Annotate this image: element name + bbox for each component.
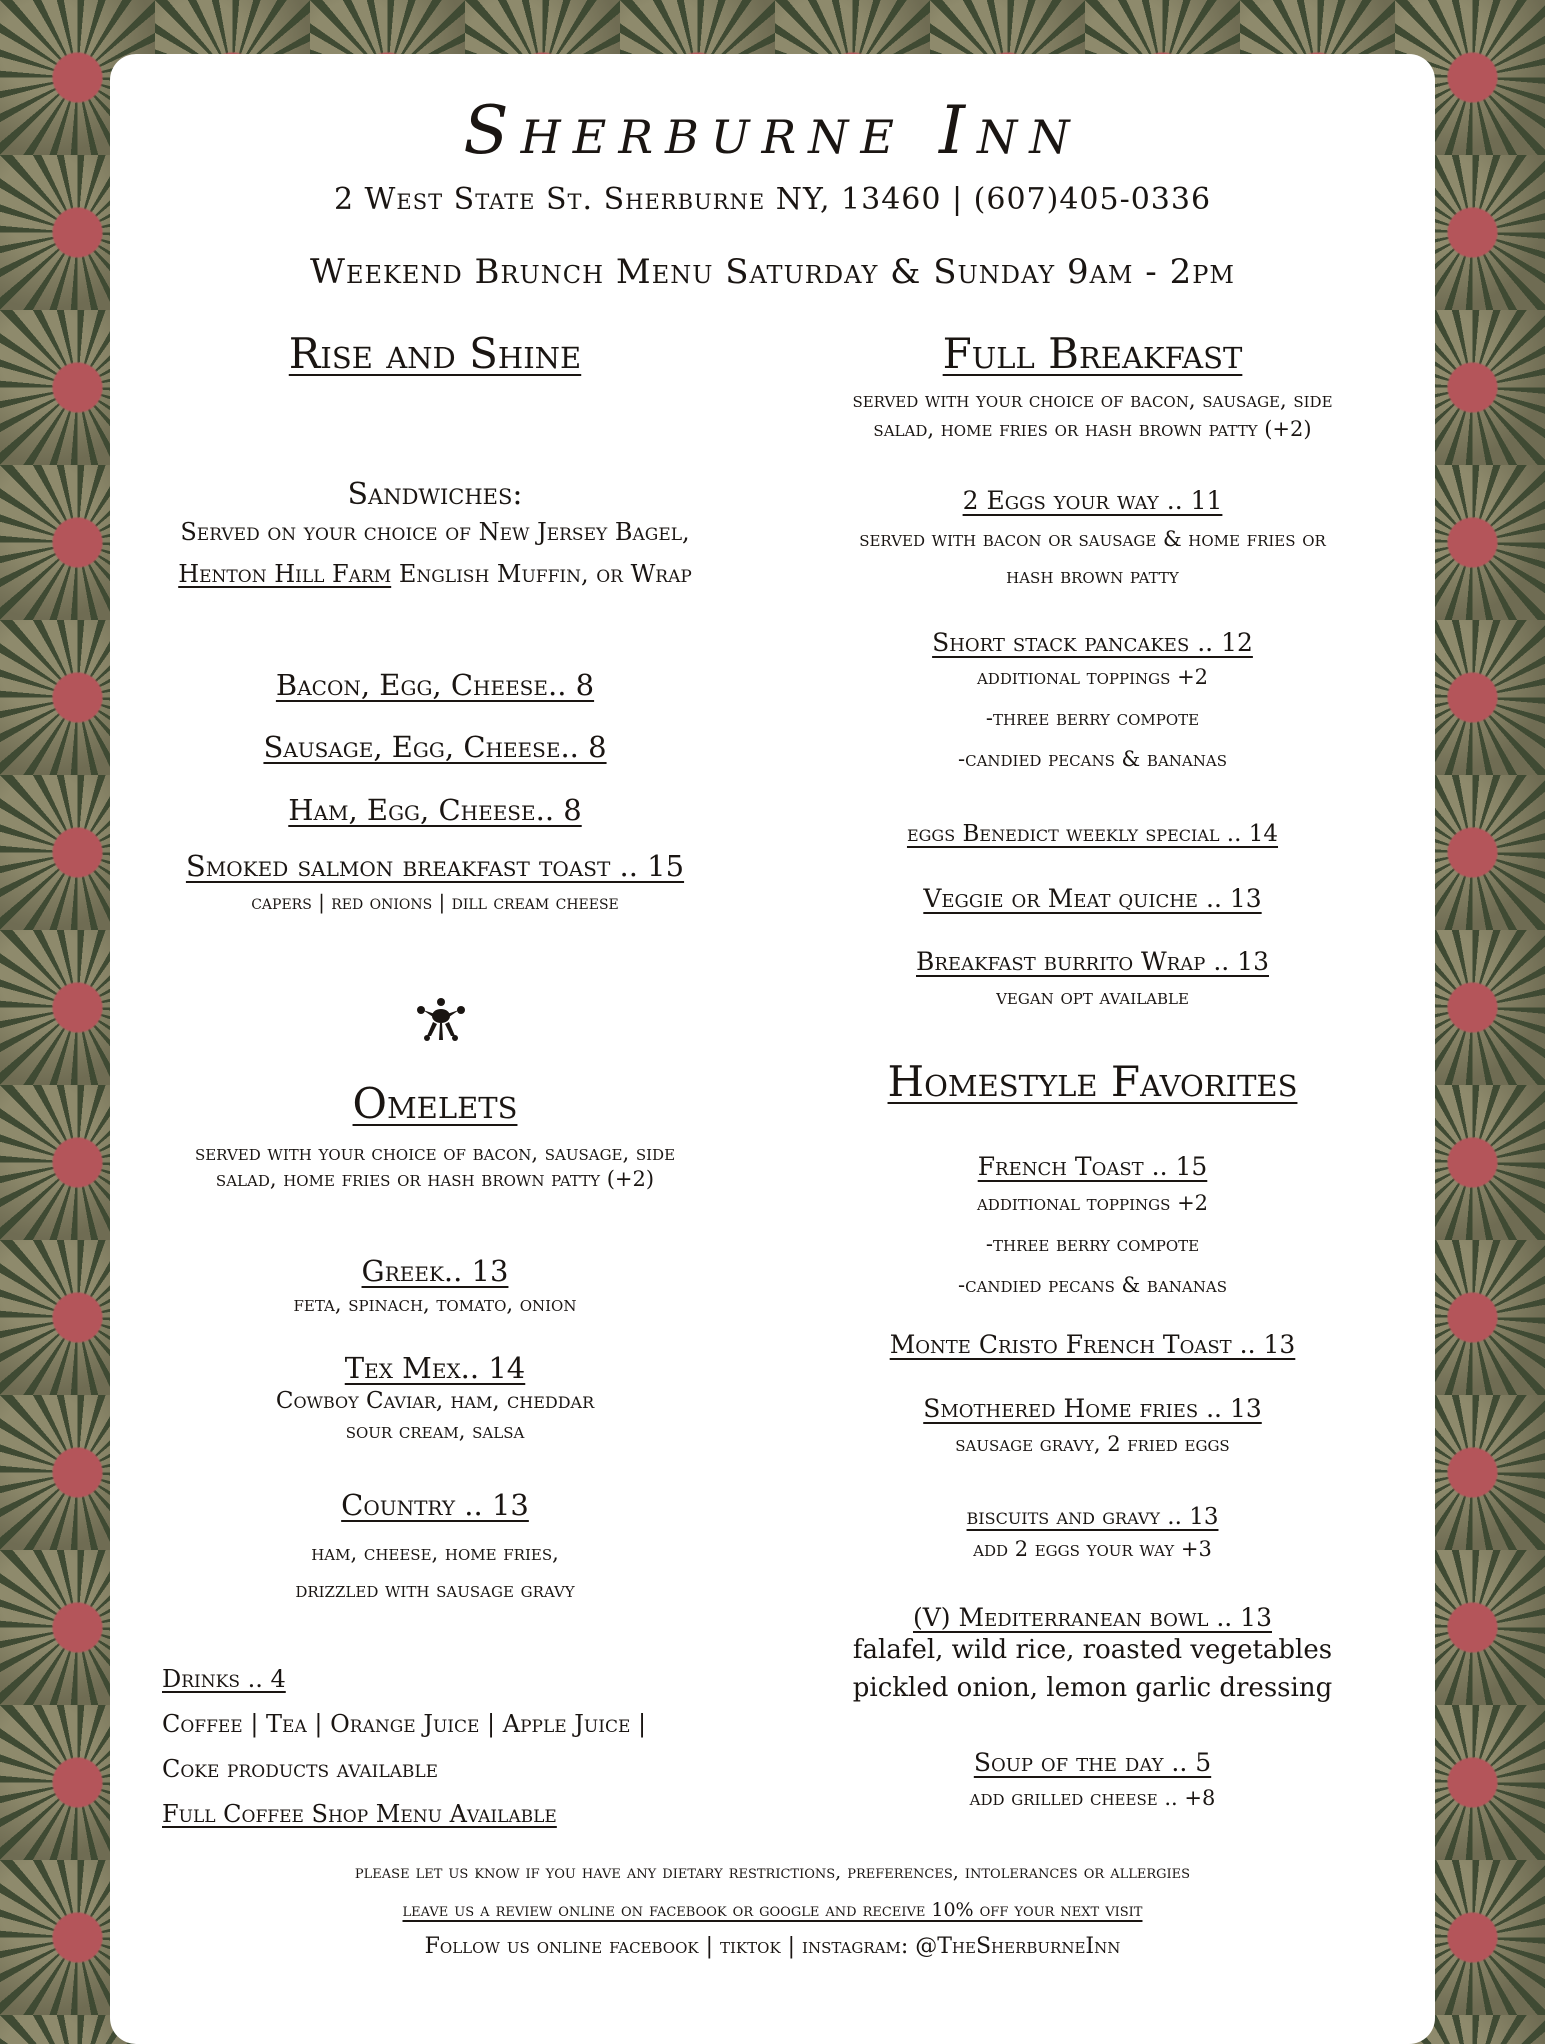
menu-item-desc: pickled onion, lemon garlic dressing	[852, 1672, 1333, 1703]
omelets-section	[140, 1079, 730, 1193]
menu-item-desc: add 2 eggs your way +3	[973, 1537, 1212, 1561]
omelets-desc-2: salad, home fries or hash brown patty (+2)	[215, 1167, 655, 1192]
full-breakfast-desc-2: salad, home fries or hash brown patty (+2)	[873, 417, 1312, 442]
menu-item-desc: additional toppings +2	[976, 665, 1209, 689]
sandwiches-desc-2	[140, 560, 730, 588]
section-title-full-breakfast: Full Breakfast	[942, 329, 1243, 378]
menu-item-desc: -three berry compote	[985, 1231, 1200, 1256]
menu-item-name: Bacon, Egg, Cheese.. 8	[275, 668, 595, 702]
menu-item-desc: vegan opt available	[996, 985, 1189, 1009]
menu-item-name: Sausage, Egg, Cheese.. 8	[263, 730, 607, 764]
menu-item	[780, 628, 1405, 780]
menu-item-name: Soup of the day .. 5	[973, 1748, 1212, 1777]
menu-item	[780, 821, 1405, 847]
menu-item	[140, 1488, 730, 1608]
menu-item-desc: sausage gravy, 2 fried eggs	[955, 1432, 1230, 1456]
menu-item	[780, 884, 1405, 913]
menu-item-desc: drizzled with sausage gravy	[295, 1578, 575, 1602]
menu-item	[140, 1351, 730, 1447]
menu-item	[780, 1152, 1405, 1306]
flourish-ornament-icon	[413, 992, 469, 1044]
menu-item-name: Monte Cristo French Toast .. 13	[889, 1330, 1296, 1359]
menu-item	[780, 1330, 1405, 1359]
menu-item-desc: add grilled cheese .. +8	[969, 1786, 1216, 1810]
menu-item-name: French Toast .. 15	[977, 1152, 1208, 1181]
menu-item-desc: sour cream, salsa	[345, 1419, 525, 1444]
menu-item-name: Country .. 13	[341, 1488, 529, 1522]
menu-item-desc: capers | red onions | dill cream cheese	[251, 890, 619, 914]
menu-item-name: Smothered Home fries .. 13	[923, 1394, 1262, 1423]
section-title-rise-and-shine: Rise and Shine	[288, 329, 582, 378]
restaurant-name: Sherburne Inn	[463, 92, 1082, 169]
menu-item-desc: falafel, wild rice, roasted vegetables	[852, 1635, 1333, 1665]
menu-item-desc: feta, spinach, tomato, onion	[293, 1292, 577, 1316]
menu-item-name: Breakfast burrito Wrap .. 13	[916, 947, 1269, 976]
menu-item-desc: ham, cheese, home fries,	[311, 1541, 559, 1565]
drinks-heading: Drinks .. 4	[162, 1665, 286, 1693]
drinks-line-1: Coffee | Tea | Orange Juice | Apple Juice |	[162, 1710, 647, 1738]
drinks-line-2: Coke products available	[162, 1755, 439, 1783]
homestyle-section	[780, 1057, 1405, 1106]
menu-item-name: Tex Mex.. 14	[344, 1351, 526, 1385]
menu-item-name: Short stack pancakes .. 12	[932, 628, 1253, 657]
menu-item-desc: Cowboy Caviar, ham, cheddar	[275, 1388, 595, 1414]
sandwiches-heading: Sandwiches:	[347, 477, 523, 512]
menu-item	[780, 1504, 1405, 1570]
omelets-desc-1: served with your choice of bacon, sausage, side	[194, 1141, 676, 1165]
henton-hill-farm-link: Henton Hill Farm	[178, 560, 392, 588]
menu-item	[780, 1394, 1405, 1465]
menu-item-desc: hash brown patty	[1006, 563, 1179, 588]
section-title-omelets: Omelets	[352, 1079, 518, 1128]
menu-item-desc: additional toppings +2	[976, 1191, 1209, 1215]
menu-item-name: (V) Mediterranean bowl .. 13	[913, 1603, 1272, 1632]
menu-item	[780, 486, 1405, 594]
menu-item-name: Ham, Egg, Cheese.. 8	[288, 793, 582, 827]
sandwiches-block	[140, 477, 730, 588]
menu-item-desc: -three berry compote	[985, 705, 1200, 730]
sandwiches-desc-2-rest: English Muffin, or Wrap	[391, 560, 692, 588]
menu-item-name: Greek.. 13	[361, 1254, 509, 1288]
sandwiches-desc-1: Served on your choice of New Jersey Bagel,	[180, 518, 690, 546]
dietary-notice: please let us know if you have any dietary restrictions, preferences, intolerances or allergies	[354, 1861, 1191, 1883]
menu-item-name: Smoked salmon breakfast toast .. 15	[185, 849, 685, 883]
menu-item	[780, 1748, 1405, 1819]
section-title-homestyle-favorites: Homestyle Favorites	[887, 1057, 1298, 1106]
restaurant-address: 2 West State St. Sherburne NY, 13460 | (607)405-0336	[333, 182, 1212, 217]
menu-item-desc: served with bacon or sausage & home fries or	[859, 527, 1326, 551]
social-media-line: Follow us online facebook | tiktok | instagram: @TheSherburneInn	[424, 1934, 1121, 1959]
menu-panel	[110, 54, 1435, 2044]
full-breakfast-desc-1: served with your choice of bacon, sausage, side	[852, 388, 1333, 412]
menu-item-name: eggs Benedict weekly special .. 14	[906, 821, 1279, 847]
coffee-shop-menu-link[interactable]: Full Coffee Shop Menu Available	[162, 1800, 557, 1828]
menu-item-name: Veggie or Meat quiche .. 13	[923, 884, 1262, 913]
menu-item-name: biscuits and gravy .. 13	[966, 1504, 1219, 1530]
menu-item-name: 2 Eggs your way .. 11	[962, 486, 1223, 515]
full-breakfast-section	[780, 329, 1405, 445]
menu-item	[780, 1603, 1405, 1707]
menu-item	[140, 668, 730, 702]
rise-and-shine-section	[140, 329, 730, 378]
review-offer-link[interactable]: leave us a review online on facebook or google and receive 10% off your next visit	[402, 1899, 1143, 1921]
menu-item	[780, 947, 1405, 1017]
drinks-section	[162, 1657, 762, 1837]
menu-item	[140, 1254, 730, 1321]
menu-item	[140, 849, 730, 918]
menu-item-desc: -candied pecans & bananas	[958, 1272, 1227, 1297]
menu-item	[140, 793, 730, 827]
menu-item	[140, 730, 730, 764]
menu-item-desc: -candied pecans & bananas	[958, 746, 1227, 771]
menu-hours: Weekend Brunch Menu Saturday & Sunday 9am - 2pm	[310, 252, 1235, 292]
